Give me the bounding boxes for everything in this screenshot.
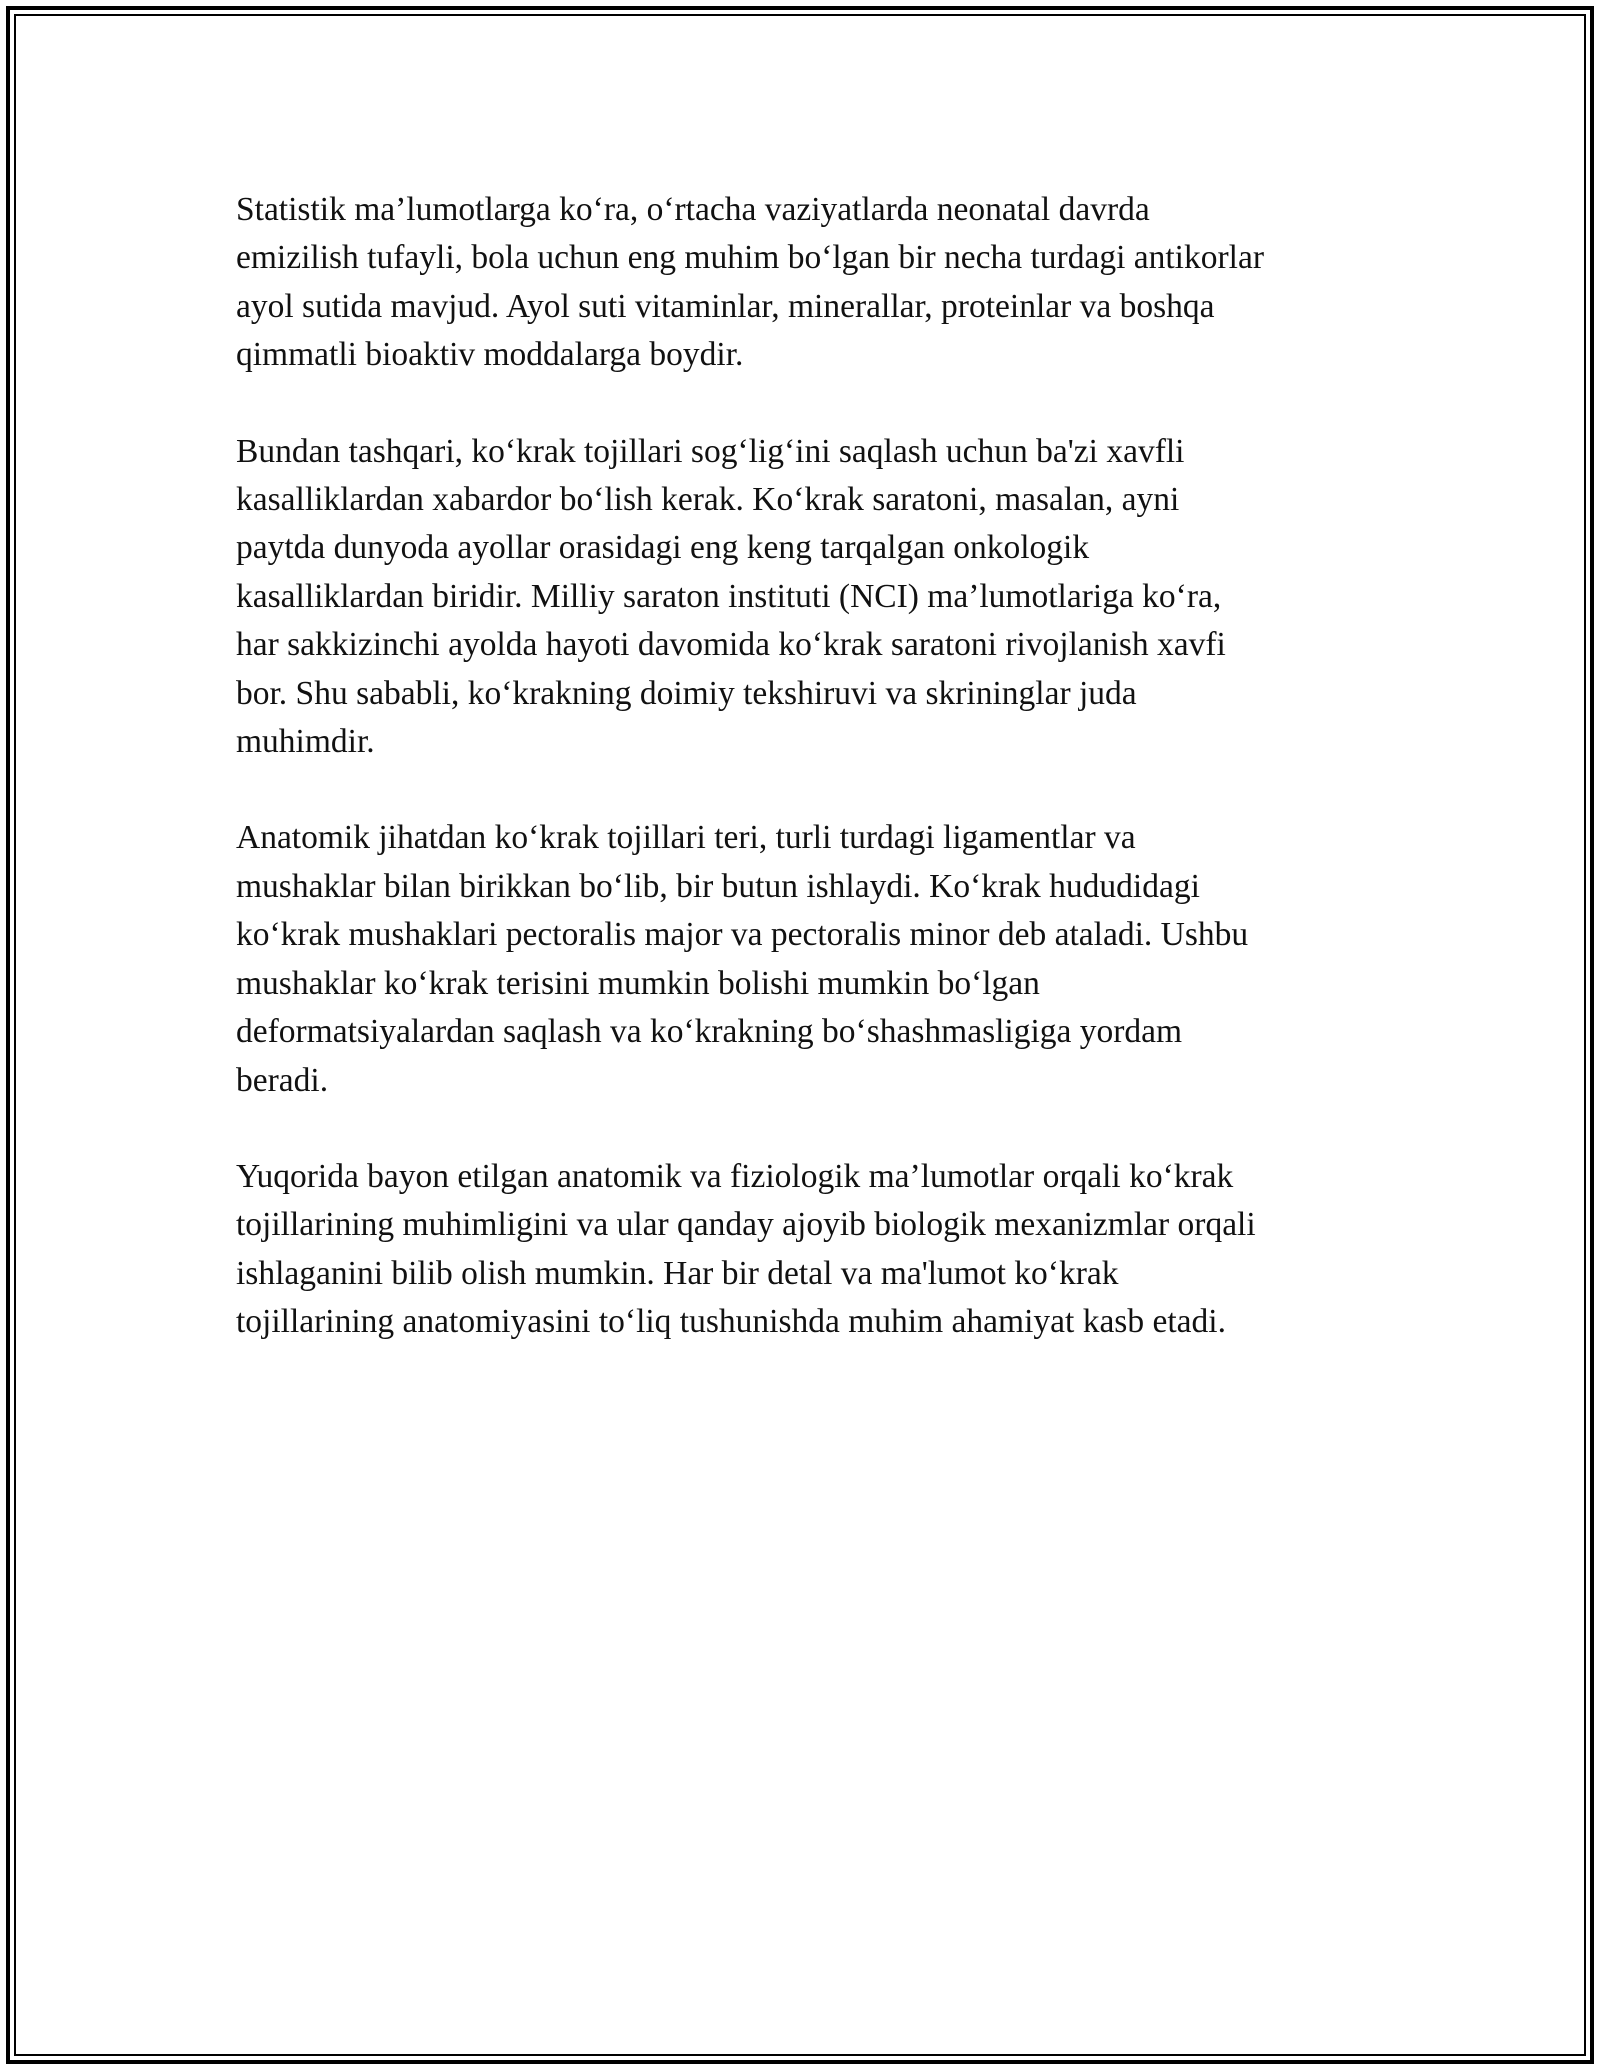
paragraph-line: qimmatli bioaktiv moddalarga boydir. xyxy=(236,336,744,374)
paragraph-2 xyxy=(236,428,1386,767)
paragraph-line: kasalliklardan biridir. Milliy saraton instituti (NCI) ma’lumotlariga ko‘ra, xyxy=(236,577,1222,615)
paragraph-line: tojillarining anatomiyasini to‘liq tushunishda muhim ahamiyat kasb etadi. xyxy=(236,1303,1226,1341)
paragraph-3 xyxy=(236,814,1386,1104)
paragraph-line: tojillarining muhimligini va ular qanday ajoyib biologik mexanizmlar orqali xyxy=(236,1206,1256,1244)
paragraph-line: muhimdir. xyxy=(236,723,375,761)
paragraph-4 xyxy=(236,1153,1386,1347)
paragraph-line: emizilish tufayli, bola uchun eng muhim bo‘lgan bir necha turdagi antikorlar xyxy=(236,239,1264,277)
paragraph-line: kasalliklardan xabardor bo‘lish kerak. Ko‘krak saratoni, masalan, ayni xyxy=(236,481,1180,519)
paragraph-line: Yuqorida bayon etilgan anatomik va fiziologik ma’lumotlar orqali ko‘krak xyxy=(236,1157,1234,1195)
paragraph-line: har sakkizinchi ayolda hayoti davomida ko‘krak saratoni rivojlanish xavfi xyxy=(236,626,1226,664)
paragraph-1 xyxy=(236,186,1386,380)
paragraph-line: bor. Shu sababli, ko‘krakning doimiy tekshiruvi va skrininglar juda xyxy=(236,674,1137,712)
paragraph-line: Anatomik jihatdan ko‘krak tojillari teri, turli turdagi ligamentlar va xyxy=(236,819,1136,857)
paragraph-line: deformatsiyalardan saqlash va ko‘krakning bo‘shashmasligiga yordam xyxy=(236,1013,1183,1051)
paragraph-line: beradi. xyxy=(236,1061,329,1099)
document-body xyxy=(236,186,1386,1395)
paragraph-line: ayol sutida mavjud. Ayol suti vitaminlar, minerallar, proteinlar va boshqa xyxy=(236,287,1215,325)
paragraph-line: paytda dunyoda ayollar orasidagi eng keng tarqalgan onkologik xyxy=(236,529,1090,567)
paragraph-line: mushaklar ko‘krak terisini mumkin bolishi mumkin bo‘lgan xyxy=(236,964,1040,1002)
paragraph-line: mushaklar bilan birikkan bo‘lib, bir butun ishlaydi. Ko‘krak hududidagi xyxy=(236,867,1200,905)
paragraph-line: Statistik ma’lumotlarga ko‘ra, o‘rtacha vaziyatlarda neonatal davrda xyxy=(236,191,1150,228)
paragraph-line: Bundan tashqari, ko‘krak tojillari sog‘lig‘ini saqlash uchun ba'zi xavfli xyxy=(236,432,1185,470)
paragraph-line: ko‘krak mushaklari pectoralis major va pectoralis minor deb ataladi. Ushbu xyxy=(236,916,1249,954)
paragraph-line: ishlaganini bilib olish mumkin. Har bir detal va ma'lumot ko‘krak xyxy=(236,1254,1119,1292)
